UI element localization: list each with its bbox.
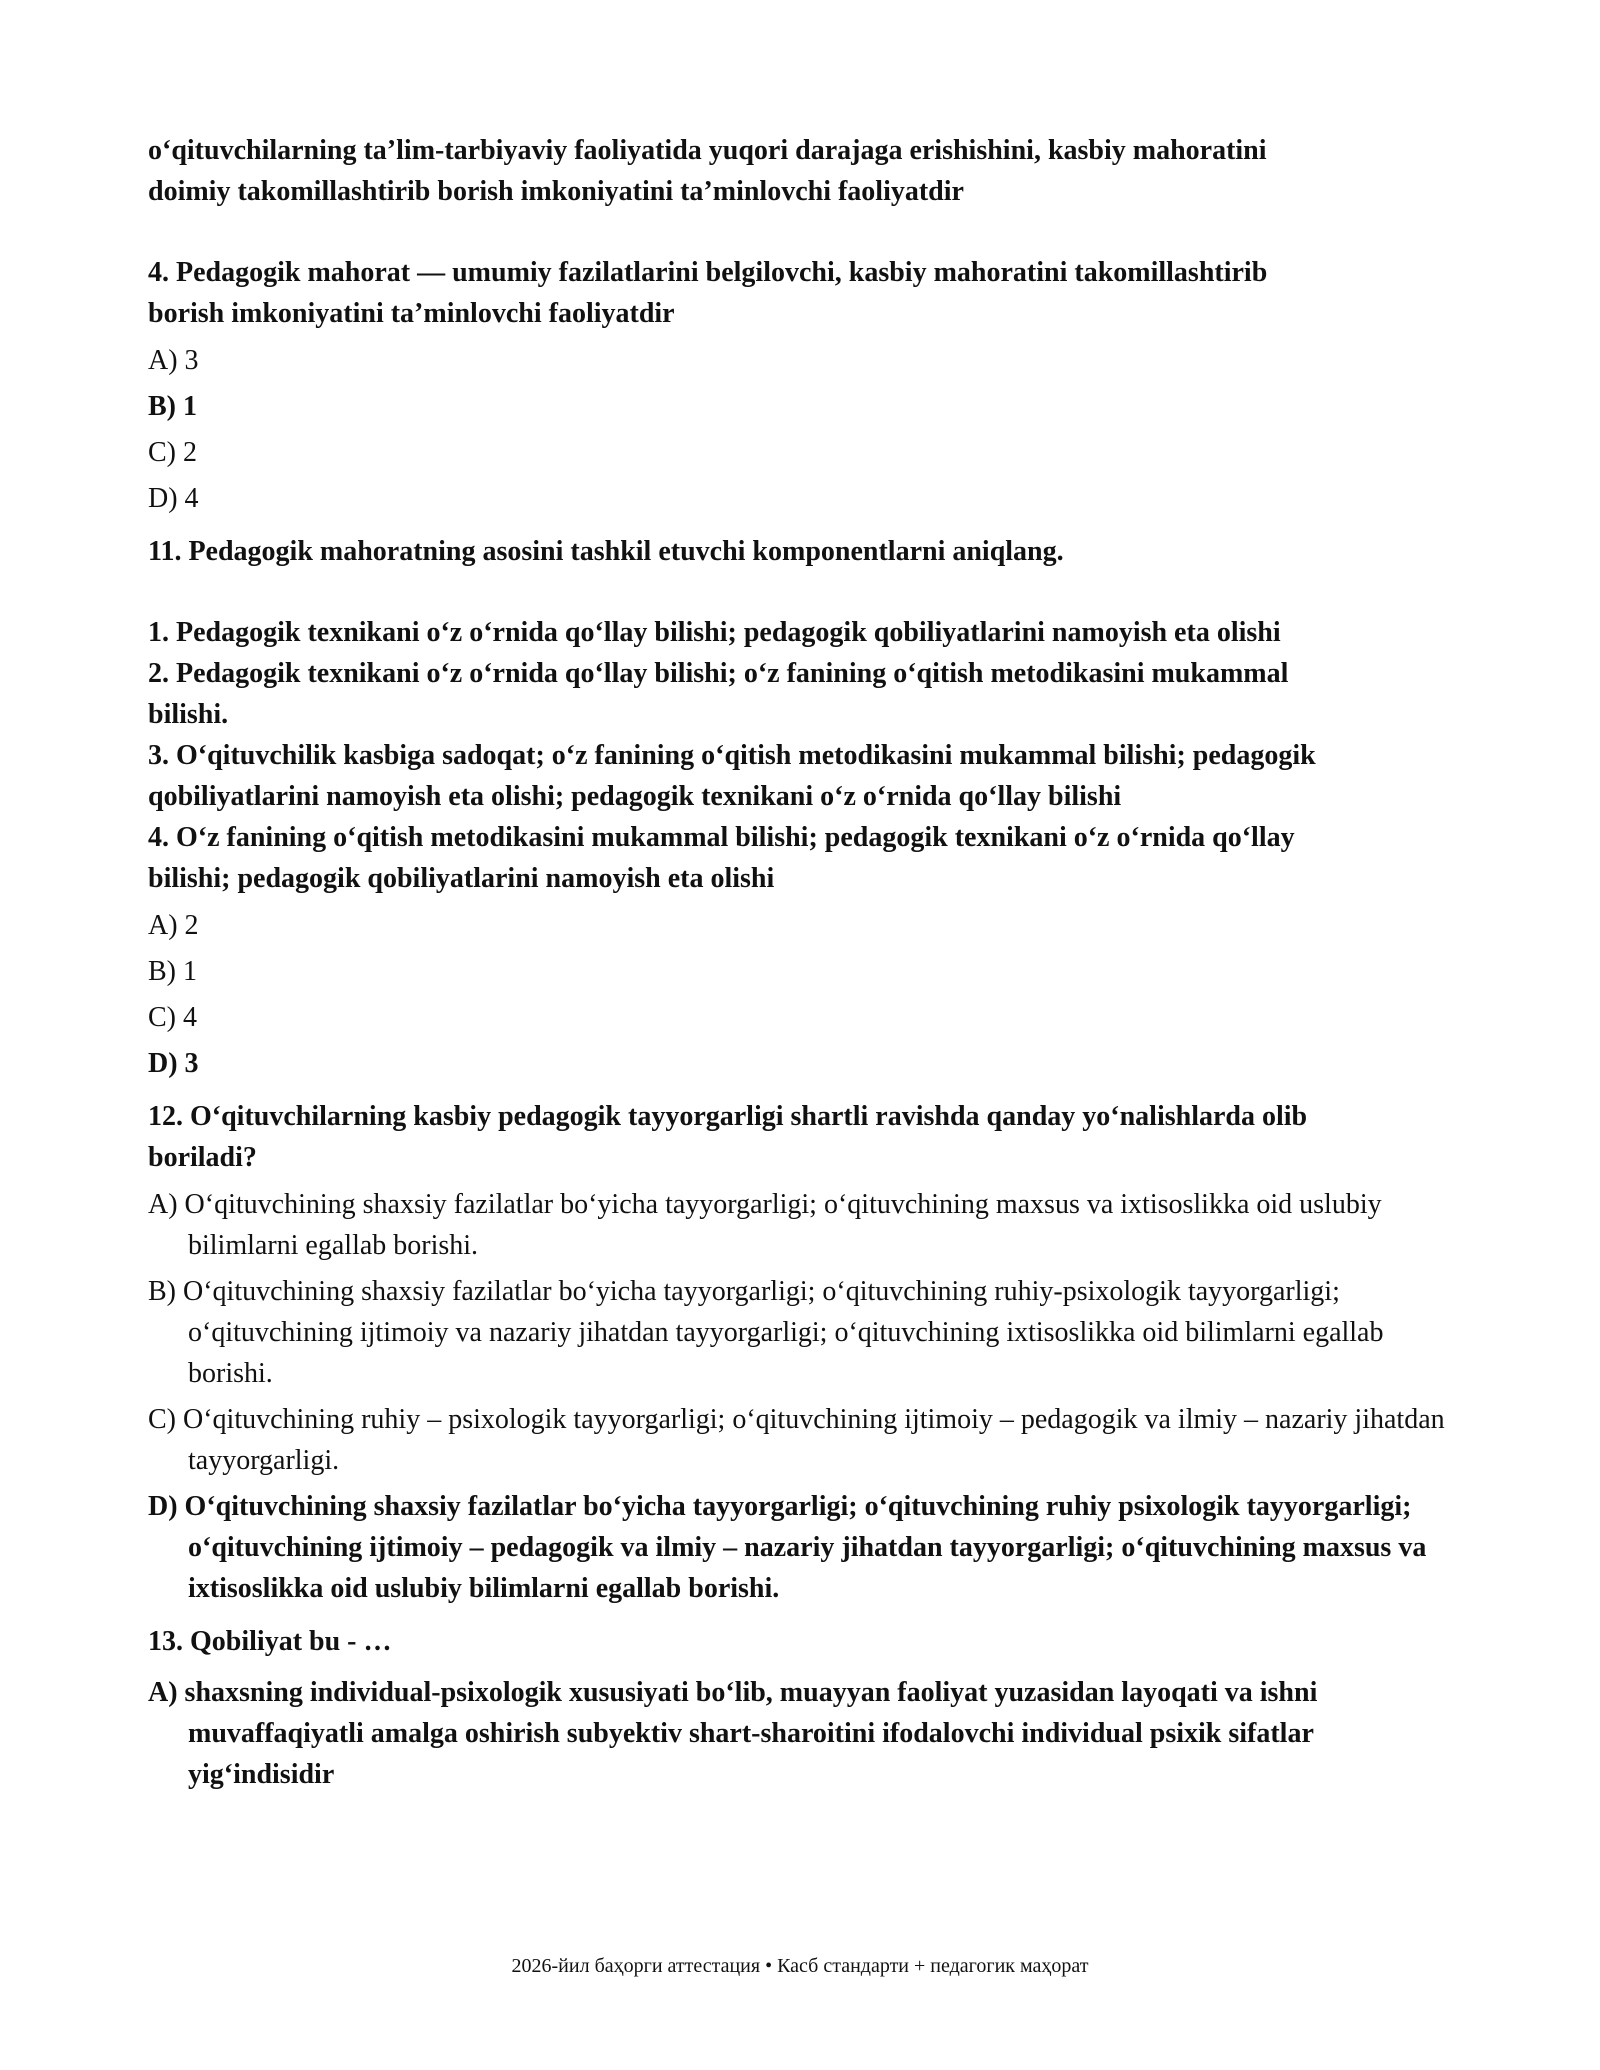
- q11-option-b: B) 1: [148, 956, 197, 987]
- option-c: C) 2: [148, 437, 197, 468]
- q11-statement-1: 1. Pedagogik texnikani o‘z o‘rnida qo‘llay bilishi; pedagogik qobiliyatlarini namoyish eta olishi: [148, 617, 1281, 648]
- option-b-correct: B) 1: [148, 391, 197, 422]
- q11-option-d-correct: D) 3: [148, 1048, 199, 1079]
- q12-option-d-correct: D) O‘qituvchining shaxsiy fazilatlar bo‘yicha tayyorgarligi; o‘qituvchining ruhiy psixologik tayyorgarligi; o‘qituvchining ijtimoiy – pedagogik va ilmiy – nazariy jihatdan tayyorgarligi; o‘qituvchining maxsus va ixtisoslikka oid uslubiy bilimlarni egallab borishi.: [148, 1491, 1427, 1604]
- q11-statement-2-line-1: 2. Pedagogik texnikani o‘z o‘rnida qo‘llay bilishi; o‘z fanining o‘qitish metodikasini mukammal: [148, 658, 1289, 689]
- statement-4-line-1: 4. Pedagogik mahorat — umumiy fazilatlarini belgilovchi, kasbiy mahoratini takomillashtirib: [148, 257, 1268, 288]
- q11-statement-4-line-2: bilishi; pedagogik qobiliyatlarini namoyish eta olishi: [148, 863, 775, 894]
- q11-option-a: A) 2: [148, 910, 199, 941]
- option-a: A) 3: [148, 345, 199, 376]
- q12-option-a: A) O‘qituvchining shaxsiy fazilatlar bo‘yicha tayyorgarligi; o‘qituvchining maxsus va ixtisoslikka oid uslubiy bilimlarni egallab borishi.: [148, 1189, 1382, 1261]
- option-d: D) 4: [148, 483, 199, 514]
- question-13: 13. Qobiliyat bu - …: [148, 1626, 392, 1657]
- document-page: [148, 130, 1458, 1800]
- q12-option-c: C) O‘qituvchining ruhiy – psixologik tayyorgarligi; o‘qituvchining ijtimoiy – pedagogik va ilmiy – nazariy jihatdan tayyorgarligi.: [148, 1404, 1445, 1476]
- q11-statement-3-line-2: qobiliyatlarini namoyish eta olishi; pedagogik texnikani o‘z o‘rnida qo‘llay bilishi: [148, 781, 1122, 812]
- question-12-line-1: 12. O‘qituvchilarning kasbiy pedagogik tayyorgarligi shartli ravishda qanday yo‘nalishlarda olib: [148, 1101, 1308, 1132]
- question-12-line-2: boriladi?: [148, 1142, 257, 1173]
- q13-option-a-correct: A) shaxsning individual-psixologik xususiyati bo‘lib, muayyan faoliyat yuzasidan layoqati va ishni muvaffaqiyatli amalga oshirish subyektiv shart-sharoitini ifodalovchi individual psixik sifatlar yig‘indisidir: [148, 1677, 1318, 1790]
- q11-statement-3-line-1: 3. O‘qituvchilik kasbiga sadoqat; o‘z fanining o‘qitish metodikasini mukammal bilishi; pedagogik: [148, 740, 1316, 771]
- q12-option-b: B) O‘qituvchining shaxsiy fazilatlar bo‘yicha tayyorgarligi; o‘qituvchining ruhiy-psixologik tayyorgarligi; o‘qituvchining ijtimoiy va nazariy jihatdan tayyorgarligi; o‘qituvchining ixtisoslikka oid bilimlarni egallab borishi.: [148, 1276, 1384, 1389]
- question-11: 11. Pedagogik mahoratning asosini tashkil etuvchi komponentlarni aniqlang.: [148, 536, 1064, 567]
- intro-line-2: doimiy takomillashtirib borish imkoniyatini ta’minlovchi faoliyatdir: [148, 176, 964, 207]
- intro-line-1: o‘qituvchilarning ta’lim-tarbiyaviy faoliyatida yuqori darajaga erishishini, kasbiy mahoratini: [148, 135, 1267, 166]
- q11-statement-2-line-2: bilishi.: [148, 699, 229, 730]
- page-footer: 2026-йил баҳорги аттестация • Касб стандарти + педагогик маҳорат: [511, 1955, 1089, 1977]
- q11-statement-4-line-1: 4. O‘z fanining o‘qitish metodikasini mukammal bilishi; pedagogik texnikani o‘z o‘rnida qo‘llay: [148, 822, 1295, 853]
- statement-4-line-2: borish imkoniyatini ta’minlovchi faoliyatdir: [148, 298, 675, 329]
- q11-option-c: C) 4: [148, 1002, 197, 1033]
